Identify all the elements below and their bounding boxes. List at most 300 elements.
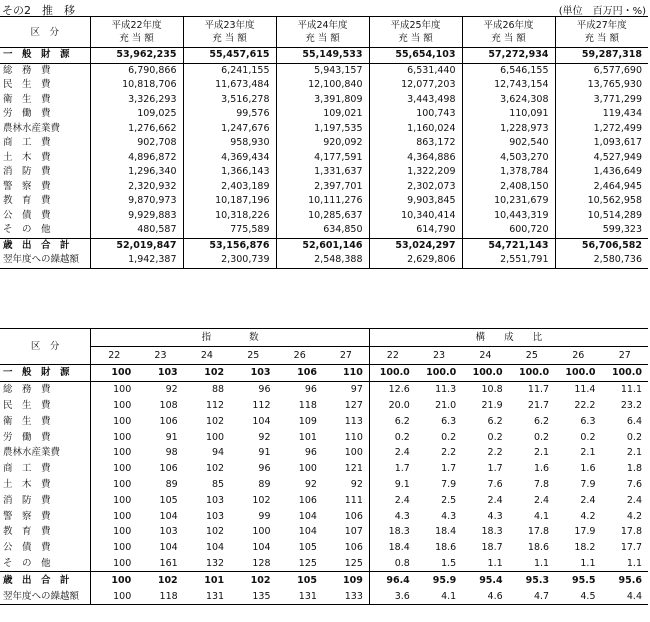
index-cell: 100 xyxy=(91,556,137,572)
value-cell: 109,025 xyxy=(90,107,183,122)
index-cell: 112 xyxy=(205,399,225,411)
value-cell: 53,156,876 xyxy=(183,238,276,253)
table-row xyxy=(0,492,648,508)
value-cell: 634,850 xyxy=(276,223,369,238)
value-cell: 10,562,958 xyxy=(555,194,648,209)
value-cell: 4,896,872 xyxy=(90,151,183,166)
row-label: そ の 他 xyxy=(3,224,51,236)
index-cell: 96 xyxy=(258,463,271,475)
value-cell: 1,378,784 xyxy=(462,165,555,180)
appropriation-table xyxy=(0,16,648,269)
composition-cell: 11.4 xyxy=(574,384,596,396)
index-cell: 103 xyxy=(137,365,183,382)
composition-group-header: 構 成 比 xyxy=(369,329,648,347)
index-cell: 100 xyxy=(91,365,137,382)
table-row xyxy=(0,524,648,540)
composition-cell: 2.2 xyxy=(487,447,503,459)
index-cell: 100 xyxy=(91,398,137,414)
index-cell: 161 xyxy=(159,557,178,569)
index-cell: 100 xyxy=(91,572,137,588)
value-cell: 109,021 xyxy=(276,107,369,122)
index-cell: 106 xyxy=(344,542,363,554)
row-label: 消 防 費 xyxy=(3,494,51,506)
composition-cell: 7.6 xyxy=(626,478,642,490)
index-cell: 121 xyxy=(344,463,363,475)
index-cell: 102 xyxy=(252,494,271,506)
composition-cell: 21.7 xyxy=(527,399,550,411)
index-cell: 118 xyxy=(298,399,317,411)
year-label: 平成24年度 xyxy=(297,20,348,31)
table-row xyxy=(0,63,648,78)
composition-cell: 0.2 xyxy=(487,431,503,443)
index-cell: 101 xyxy=(184,572,230,588)
index-cell: 100 xyxy=(91,429,137,445)
index-cell: 127 xyxy=(344,399,363,411)
composition-cell: 1.5 xyxy=(441,557,457,569)
index-cell: 104 xyxy=(159,542,178,554)
index-cell: 128 xyxy=(252,557,271,569)
composition-cell: 0.2 xyxy=(580,431,596,443)
composition-cell: 18.2 xyxy=(574,542,596,554)
index-cell: 96 xyxy=(304,447,317,459)
table-row xyxy=(0,429,648,445)
row-label: 教 育 費 xyxy=(3,526,51,538)
index-cell: 109 xyxy=(298,415,317,427)
value-cell: 2,551,791 xyxy=(462,253,555,268)
composition-cell: 2.4 xyxy=(626,494,642,506)
table-row xyxy=(0,180,648,195)
value-cell: 1,322,209 xyxy=(369,165,462,180)
value-cell: 99,576 xyxy=(183,107,276,122)
composition-cell: 4.7 xyxy=(533,590,550,602)
composition-cell: 10.8 xyxy=(481,384,503,396)
value-cell: 4,503,270 xyxy=(462,151,555,166)
value-cell: 614,790 xyxy=(369,223,462,238)
row-label: 商 工 費 xyxy=(3,463,51,475)
value-cell: 12,077,203 xyxy=(369,78,462,93)
year-header: 22 xyxy=(91,347,137,365)
table-row xyxy=(0,253,648,268)
index-cell: 102 xyxy=(184,365,230,382)
index-cell: 106 xyxy=(344,510,363,522)
value-cell: 863,172 xyxy=(369,136,462,151)
index-cell: 104 xyxy=(298,526,317,538)
composition-cell: 12.6 xyxy=(369,381,415,397)
index-cell: 110 xyxy=(344,431,363,443)
year-header xyxy=(369,17,462,48)
composition-cell: 6.3 xyxy=(441,415,457,427)
index-cell: 103 xyxy=(205,510,225,522)
index-cell: 104 xyxy=(252,415,271,427)
row-label: 総 務 費 xyxy=(3,384,51,396)
value-cell: 2,397,701 xyxy=(276,180,369,195)
composition-cell: 7.9 xyxy=(441,478,457,490)
value-cell: 6,546,155 xyxy=(462,63,555,78)
value-cell: 1,197,535 xyxy=(276,122,369,137)
composition-cell: 100.0 xyxy=(462,365,508,382)
composition-cell: 23.2 xyxy=(620,399,642,411)
index-cell: 125 xyxy=(344,557,363,569)
value-cell: 2,464,945 xyxy=(555,180,648,195)
composition-cell: 18.7 xyxy=(481,542,503,554)
page-title: その2 推 移 xyxy=(2,4,75,17)
value-cell: 1,272,499 xyxy=(555,122,648,137)
year-header: 23 xyxy=(416,347,462,365)
composition-cell: 1.7 xyxy=(369,461,415,477)
value-cell: 3,391,809 xyxy=(276,93,369,108)
value-cell: 4,364,886 xyxy=(369,151,462,166)
row-label: 公 債 費 xyxy=(3,209,51,221)
index-cell: 91 xyxy=(258,447,271,459)
value-cell: 55,457,615 xyxy=(183,48,276,64)
composition-cell: 18.4 xyxy=(435,526,457,538)
value-cell: 55,149,533 xyxy=(276,48,369,64)
composition-cell: 95.5 xyxy=(555,572,601,588)
index-cell: 131 xyxy=(298,590,317,602)
table-row xyxy=(0,413,648,429)
composition-cell: 2.1 xyxy=(533,447,550,459)
index-cell: 103 xyxy=(205,494,225,506)
table-row xyxy=(0,588,648,604)
index-cell: 100 xyxy=(252,526,271,538)
value-cell: 1,276,662 xyxy=(90,122,183,137)
value-cell: 53,962,235 xyxy=(90,48,183,64)
composition-cell: 6.2 xyxy=(487,415,503,427)
value-cell: 600,720 xyxy=(462,223,555,238)
value-cell: 1,366,143 xyxy=(183,165,276,180)
value-cell: 52,601,146 xyxy=(276,238,369,253)
table-row xyxy=(0,136,648,151)
value-cell: 119,434 xyxy=(555,107,648,122)
index-cell: 104 xyxy=(159,510,178,522)
row-label: 総 務 費 xyxy=(3,64,51,76)
index-cell: 125 xyxy=(298,557,317,569)
composition-cell: 21.0 xyxy=(435,399,457,411)
composition-cell: 4.1 xyxy=(533,510,550,522)
index-cell: 100 xyxy=(91,524,137,540)
row-label: 一 般 財 源 xyxy=(0,365,91,382)
value-cell: 2,320,932 xyxy=(90,180,183,195)
index-cell: 100 xyxy=(91,381,137,397)
year-header-row xyxy=(0,347,648,365)
value-cell: 6,790,866 xyxy=(90,63,183,78)
index-cell: 100 xyxy=(298,463,317,475)
year-sublabel: 充 当 額 xyxy=(398,33,433,44)
composition-cell: 4.5 xyxy=(580,590,596,602)
composition-cell: 96.4 xyxy=(369,572,415,588)
composition-cell: 6.2 xyxy=(533,415,550,427)
header-row xyxy=(0,17,648,48)
table-row xyxy=(0,151,648,166)
value-cell: 9,903,845 xyxy=(369,194,462,209)
index-cell: 96 xyxy=(304,384,317,396)
composition-cell: 95.4 xyxy=(462,572,508,588)
year-header: 24 xyxy=(184,347,230,365)
row-label: 商 工 費 xyxy=(3,137,51,149)
composition-cell: 11.1 xyxy=(620,384,642,396)
value-cell: 3,516,278 xyxy=(183,93,276,108)
composition-cell: 4.4 xyxy=(626,590,642,602)
composition-cell: 9.1 xyxy=(369,477,415,493)
table-row xyxy=(0,365,648,382)
composition-cell: 100.0 xyxy=(601,365,648,382)
composition-cell: 0.2 xyxy=(533,431,550,443)
composition-cell: 4.3 xyxy=(487,510,503,522)
table-row xyxy=(0,381,648,397)
row-label: 警 察 費 xyxy=(3,510,51,522)
composition-cell: 17.7 xyxy=(620,542,642,554)
composition-cell: 6.4 xyxy=(626,415,642,427)
year-header: 23 xyxy=(137,347,183,365)
composition-cell: 6.3 xyxy=(580,415,596,427)
row-label: 農林水産業費 xyxy=(3,122,61,134)
composition-cell: 11.3 xyxy=(435,384,457,396)
value-cell: 59,287,318 xyxy=(555,48,648,64)
year-label: 平成27年度 xyxy=(576,20,627,31)
year-header xyxy=(276,17,369,48)
composition-cell: 1.7 xyxy=(487,463,503,475)
index-cell: 131 xyxy=(205,590,225,602)
value-cell: 100,743 xyxy=(369,107,462,122)
row-label: 公 債 費 xyxy=(3,542,51,554)
index-cell: 94 xyxy=(212,447,225,459)
composition-cell: 2.4 xyxy=(487,494,503,506)
composition-cell: 18.6 xyxy=(435,542,457,554)
value-cell: 10,818,706 xyxy=(90,78,183,93)
value-cell: 958,930 xyxy=(183,136,276,151)
composition-cell: 4.3 xyxy=(369,508,415,524)
value-cell: 902,708 xyxy=(90,136,183,151)
composition-cell: 11.7 xyxy=(527,384,550,396)
value-cell: 10,111,276 xyxy=(276,194,369,209)
index-cell: 89 xyxy=(165,478,178,490)
composition-cell: 1.1 xyxy=(626,557,642,569)
index-cell: 113 xyxy=(344,415,363,427)
composition-cell: 4.6 xyxy=(487,590,503,602)
row-label: 翌年度への繰越額 xyxy=(3,590,80,602)
composition-cell: 2.2 xyxy=(441,447,457,459)
table-row xyxy=(0,445,648,461)
value-cell: 10,187,196 xyxy=(183,194,276,209)
year-label: 平成25年度 xyxy=(390,20,441,31)
value-cell: 6,531,440 xyxy=(369,63,462,78)
table-row xyxy=(0,194,648,209)
index-cell: 100 xyxy=(344,447,363,459)
composition-cell: 18.3 xyxy=(369,524,415,540)
composition-cell: 4.2 xyxy=(580,510,596,522)
year-header: 26 xyxy=(555,347,601,365)
composition-cell: 21.9 xyxy=(481,399,503,411)
table-row xyxy=(0,508,648,524)
value-cell: 480,587 xyxy=(90,223,183,238)
value-cell: 13,765,930 xyxy=(555,78,648,93)
composition-cell: 7.6 xyxy=(487,478,503,490)
composition-cell: 0.2 xyxy=(441,431,457,443)
value-cell: 3,326,293 xyxy=(90,93,183,108)
value-cell: 1,331,637 xyxy=(276,165,369,180)
value-cell: 10,285,637 xyxy=(276,209,369,224)
composition-cell: 95.6 xyxy=(601,572,648,588)
index-cell: 92 xyxy=(165,384,178,396)
composition-cell: 2.4 xyxy=(369,492,415,508)
row-label: そ の 他 xyxy=(3,557,51,569)
value-cell: 920,092 xyxy=(276,136,369,151)
composition-cell: 3.6 xyxy=(369,588,415,604)
year-label: 平成26年度 xyxy=(483,20,534,31)
index-composition-table xyxy=(0,328,648,605)
index-cell: 109 xyxy=(323,572,369,588)
composition-cell: 6.2 xyxy=(369,413,415,429)
row-label: 一 般 財 源 xyxy=(0,48,90,64)
composition-cell: 7.8 xyxy=(533,478,550,490)
value-cell: 2,548,388 xyxy=(276,253,369,268)
value-cell: 1,942,387 xyxy=(90,253,183,268)
value-cell: 10,318,226 xyxy=(183,209,276,224)
index-cell: 105 xyxy=(298,542,317,554)
index-cell: 102 xyxy=(230,572,276,588)
value-cell: 1,296,340 xyxy=(90,165,183,180)
corner-label: 区 分 xyxy=(0,17,90,48)
value-cell: 6,577,690 xyxy=(555,63,648,78)
row-label: 労 働 費 xyxy=(3,108,51,120)
value-cell: 4,527,949 xyxy=(555,151,648,166)
composition-cell: 0.8 xyxy=(369,556,415,572)
composition-cell: 2.4 xyxy=(369,445,415,461)
composition-cell: 1.1 xyxy=(533,557,550,569)
value-cell: 1,228,973 xyxy=(462,122,555,137)
year-header: 27 xyxy=(323,347,369,365)
row-label: 歳 出 合 計 xyxy=(0,572,91,588)
table-row xyxy=(0,398,648,414)
composition-cell: 1.1 xyxy=(487,557,503,569)
composition-cell: 20.0 xyxy=(369,398,415,414)
row-label: 民 生 費 xyxy=(3,79,51,91)
composition-cell: 4.1 xyxy=(441,590,457,602)
index-cell: 100 xyxy=(91,508,137,524)
value-cell: 54,721,143 xyxy=(462,238,555,253)
composition-cell: 2.5 xyxy=(441,494,457,506)
index-cell: 132 xyxy=(205,557,225,569)
index-cell: 106 xyxy=(298,494,317,506)
value-cell: 5,943,157 xyxy=(276,63,369,78)
row-label: 農林水産業費 xyxy=(3,447,61,459)
row-label: 教 育 費 xyxy=(3,195,51,207)
value-cell: 1,436,649 xyxy=(555,165,648,180)
value-cell: 2,629,806 xyxy=(369,253,462,268)
year-header: 25 xyxy=(230,347,276,365)
year-header: 26 xyxy=(277,347,323,365)
index-cell: 100 xyxy=(91,492,137,508)
year-sublabel: 充 当 額 xyxy=(119,33,154,44)
table-row xyxy=(0,48,648,64)
value-cell: 902,540 xyxy=(462,136,555,151)
composition-cell: 1.6 xyxy=(580,463,596,475)
index-cell: 110 xyxy=(323,365,369,382)
index-cell: 100 xyxy=(91,540,137,556)
index-cell: 103 xyxy=(230,365,276,382)
index-cell: 98 xyxy=(165,447,178,459)
value-cell: 4,369,434 xyxy=(183,151,276,166)
index-cell: 106 xyxy=(159,415,178,427)
composition-cell: 1.7 xyxy=(441,463,457,475)
table-row xyxy=(0,78,648,93)
year-header: 24 xyxy=(462,347,508,365)
row-label: 衛 生 費 xyxy=(3,415,51,427)
value-cell: 12,743,154 xyxy=(462,78,555,93)
index-cell: 105 xyxy=(159,494,178,506)
year-header xyxy=(183,17,276,48)
value-cell: 10,514,289 xyxy=(555,209,648,224)
composition-cell: 18.3 xyxy=(481,526,503,538)
composition-cell: 1.8 xyxy=(626,463,642,475)
row-label: 土 木 費 xyxy=(3,151,51,163)
index-cell: 92 xyxy=(304,478,317,490)
table-row xyxy=(0,572,648,588)
row-label: 土 木 費 xyxy=(3,478,51,490)
index-cell: 102 xyxy=(205,463,225,475)
year-sublabel: 充 当 額 xyxy=(305,33,340,44)
value-cell: 4,177,591 xyxy=(276,151,369,166)
value-cell: 110,091 xyxy=(462,107,555,122)
year-sublabel: 充 当 額 xyxy=(212,33,247,44)
value-cell: 10,231,679 xyxy=(462,194,555,209)
composition-cell: 2.4 xyxy=(580,494,596,506)
value-cell: 56,706,582 xyxy=(555,238,648,253)
composition-cell: 17.9 xyxy=(574,526,596,538)
index-cell: 106 xyxy=(277,365,323,382)
index-cell: 118 xyxy=(159,590,178,602)
value-cell: 2,580,736 xyxy=(555,253,648,268)
value-cell: 11,673,484 xyxy=(183,78,276,93)
table-row xyxy=(0,540,648,556)
value-cell: 599,323 xyxy=(555,223,648,238)
table-row xyxy=(0,209,648,224)
index-cell: 105 xyxy=(277,572,323,588)
composition-cell: 18.6 xyxy=(527,542,550,554)
year-sublabel: 充 当 額 xyxy=(491,33,526,44)
value-cell: 6,241,155 xyxy=(183,63,276,78)
row-label: 歳 出 合 計 xyxy=(0,238,90,253)
composition-cell: 4.3 xyxy=(441,510,457,522)
value-cell: 55,654,103 xyxy=(369,48,462,64)
value-cell: 1,160,024 xyxy=(369,122,462,137)
index-cell: 91 xyxy=(165,431,178,443)
value-cell: 2,408,150 xyxy=(462,180,555,195)
index-cell: 104 xyxy=(298,510,317,522)
index-cell: 107 xyxy=(344,526,363,538)
composition-cell: 1.6 xyxy=(533,463,550,475)
composition-cell: 2.4 xyxy=(533,494,550,506)
value-cell: 10,443,319 xyxy=(462,209,555,224)
index-cell: 106 xyxy=(159,463,178,475)
composition-cell: 100.0 xyxy=(555,365,601,382)
table-row xyxy=(0,477,648,493)
value-cell: 9,870,973 xyxy=(90,194,183,209)
composition-cell: 95.3 xyxy=(509,572,555,588)
index-cell: 100 xyxy=(91,445,137,461)
value-cell: 2,300,739 xyxy=(183,253,276,268)
year-header: 22 xyxy=(369,347,415,365)
year-sublabel: 充 当 額 xyxy=(584,33,620,44)
composition-cell: 17.8 xyxy=(620,526,642,538)
composition-cell: 17.8 xyxy=(527,526,550,538)
composition-cell: 2.1 xyxy=(626,447,642,459)
index-cell: 101 xyxy=(298,431,317,443)
value-cell: 3,624,308 xyxy=(462,93,555,108)
index-cell: 92 xyxy=(350,478,363,490)
composition-cell: 2.1 xyxy=(580,447,596,459)
value-cell: 775,589 xyxy=(183,223,276,238)
